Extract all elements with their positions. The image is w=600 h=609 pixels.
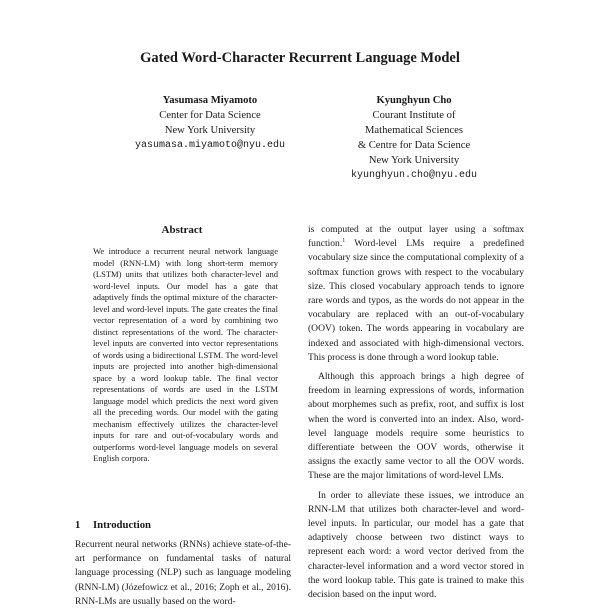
author-block-1 xyxy=(110,93,310,153)
author-affiliation: Mathematical Sciences xyxy=(365,125,463,136)
author-affiliation: New York University xyxy=(164,125,256,136)
paper-title: Gated Word-Character Recurrent Language Model xyxy=(140,50,460,66)
introduction-text: Recurrent neural networks (RNNs) achieve state-of-the-art performance on fundamental tasks of natural language processing (NLP) such as language modeling (RNN-LM) (Józefowicz et al., 2016; Zoph et al., 2016). RNN-LMs are usually based on the word- xyxy=(75,539,291,607)
author-affiliation: New York University xyxy=(368,155,460,166)
author-affiliation: Courant Institute of xyxy=(372,110,456,121)
paragraph-3: In order to alleviate these issues, we introduce an RNN-LM that utilizes both character-level and word-level inputs. In particular, our model has a gate that adaptively choose between two distinct ways to represent each word: a word vector derived from the character-level information and a word vector stored in the word lookup table. This gate is trained to make this decision based on the input word. xyxy=(308,489,524,601)
paragraph-text: Word-level LMs require a predefined vocabulary size since the computational complexity of a softmax function grows with respect to the vocabulary size. This closed vocabulary approach tends to ignore rare words and typos, as the words do not appear in the vocabulary are replaced with an out-of-vocabulary (OOV) token. The words appearing in vocabulary are indexed and associated with high-dimensional vectors. This process is done through a word lookup table. xyxy=(308,238,524,363)
section-heading xyxy=(75,519,285,531)
section-title: Introduction xyxy=(93,519,152,531)
right-column xyxy=(308,223,524,607)
author-email: yasumasa.miyamoto@nyu.edu xyxy=(134,140,286,151)
paragraph-2: Although this approach brings a high degree of freedom in learning expressions of words, information about morphemes such as prefix, root, and suffix is lost when the word is converted into an index. Also, word-level language models require some heuristics to differentiate between the OOV words, otherwise it assigns the exactly same vector to all the OOV words. These are the major limitations of word-level LMs. xyxy=(308,371,524,482)
paragraph-1 xyxy=(308,223,524,365)
footnote-marker: 1 xyxy=(342,238,346,245)
abstract-text: We introduce a recurrent neural network language model (RNN-LM) with long short-term memory (LSTM) units that utilizes both character-level and word-level inputs. Our model has a gate that adaptively finds the optimal mixture of the character-level and word-level inputs. The gate creates the final vector representation of a word by combining two distinct representations of the word. The character-level inputs are converted into vector representations of words using a bidirectional LSTM. The word-level inputs are projected into another high-dimensional space by a word lookup table. The final vector representations of words are used in the LSTM language model which predicts the next word given all the preceding words. Our model with the gating mechanism effectively utilizes the character-level inputs for rare and out-of-vocabulary words and outperforms word-level language models on several English corpora. xyxy=(93,246,278,463)
author-name: Kyunghyun Cho xyxy=(376,95,452,106)
author-affiliation: & Centre for Data Science xyxy=(357,140,471,151)
author-email: kyunghyun.cho@nyu.edu xyxy=(350,170,478,181)
author-block-2 xyxy=(304,93,524,183)
section-number: 1 xyxy=(75,519,81,531)
author-name: Yasumasa Miyamoto xyxy=(162,95,258,106)
author-affiliation: Center for Data Science xyxy=(159,110,261,121)
paragraph-text: is computed at the output layer using a softmax function. xyxy=(308,224,524,250)
abstract-heading: Abstract xyxy=(161,224,203,236)
